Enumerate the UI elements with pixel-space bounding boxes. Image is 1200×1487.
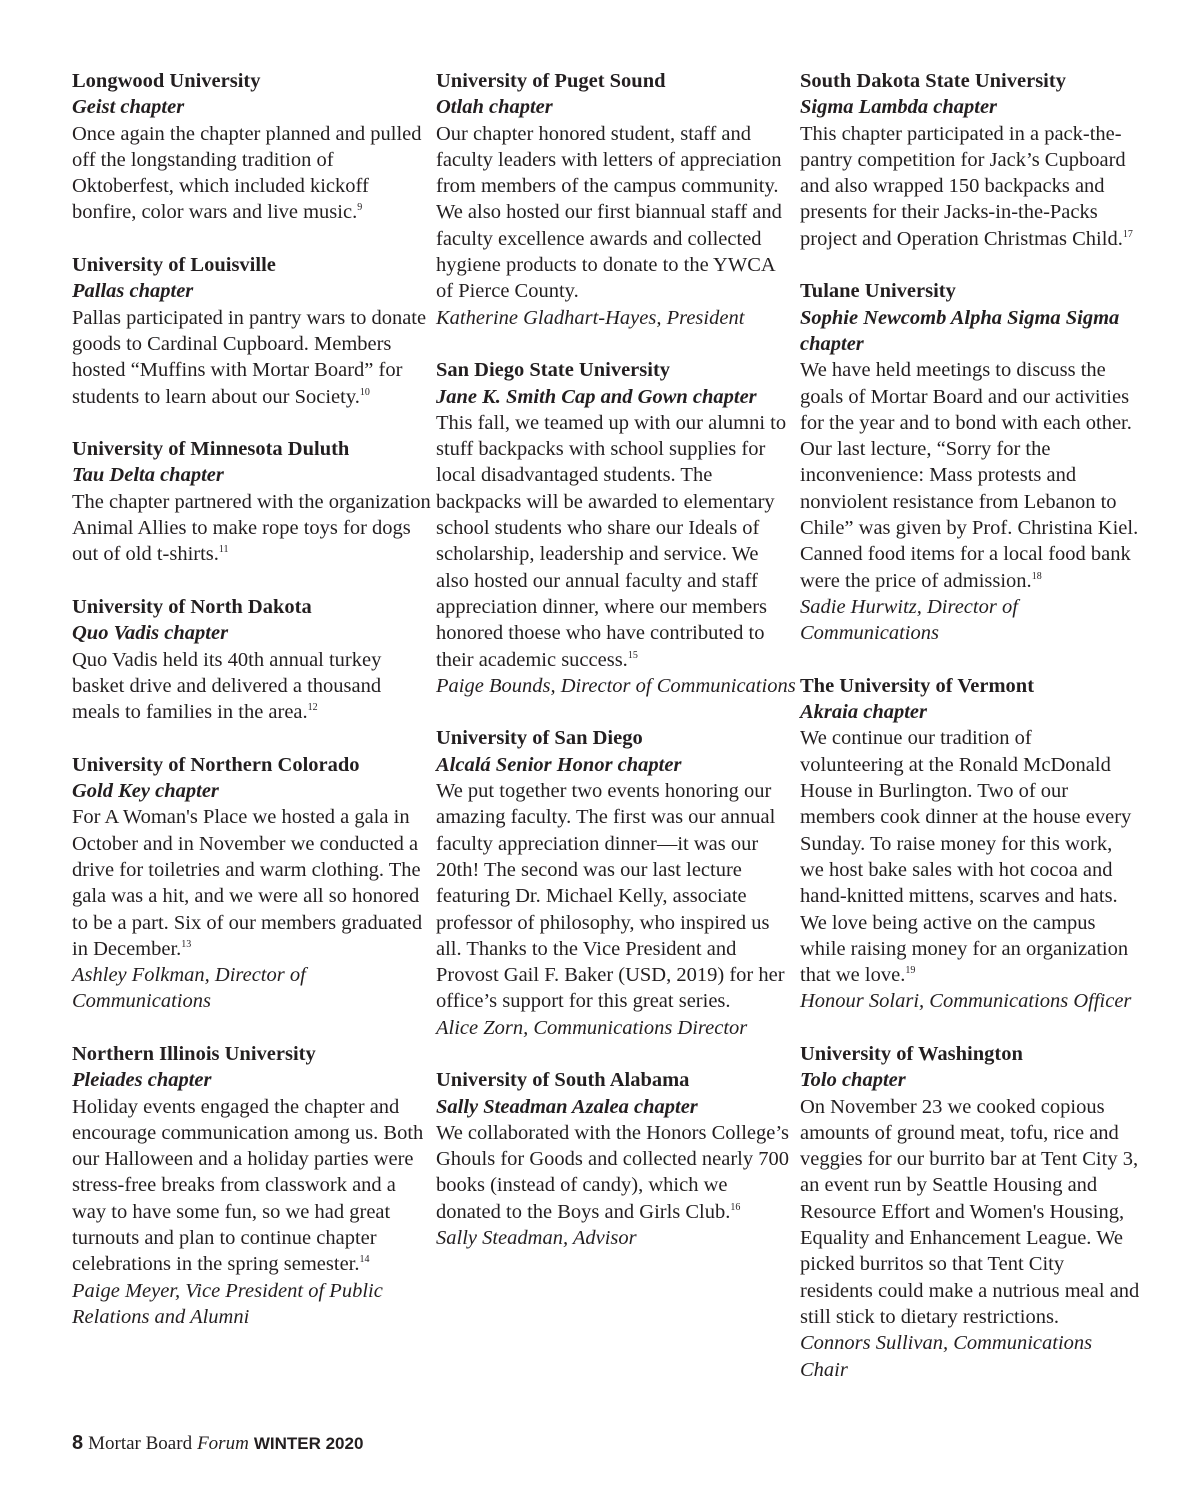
column-2 [436, 68, 796, 1278]
report-body [72, 489, 432, 568]
report-text: Once again the chapter planned and pulled off the longstanding tradition of Oktoberfest, which included kickoff bonfire, color wars and live music. [72, 122, 422, 224]
report-text: The chapter partnered with the organization Animal Allies to make rope toys for dogs out of old t-shirts. [72, 490, 431, 566]
footnote-marker: 18 [1031, 570, 1042, 582]
chapter-report [800, 1041, 1140, 1383]
chapter-report [72, 752, 432, 1015]
footnote-marker: 15 [627, 649, 638, 661]
university-name: University of Puget Sound [436, 70, 666, 92]
chapter-report [800, 673, 1140, 1015]
chapter-name: Sally Steadman Azalea chapter [436, 1095, 698, 1118]
footnote-marker: 9 [357, 202, 363, 214]
footnote-marker: 14 [359, 1254, 370, 1266]
issue-label: WINTER 2020 [253, 1434, 364, 1453]
report-text: We continue our tradition of volunteering at the Ronald McDonald House in Burlington. Two of our members cook dinner at the house every Sunday. To raise money for this work, we host bake sales with hot cocoa and hand-knitted mittens, scarves and hats. We love being active on the campus while raising money for an organization that we love. [800, 727, 1132, 987]
report-signature: Sadie Hurwitz, Director of Communications [800, 595, 1018, 645]
report-text: We put together two events honoring our amazing faculty. The first was our annual faculty appreciation dinner—it was our 20th! The second was our last lecture featuring Dr. Michael Kelly, associate professor of philosophy, who inspired us all. Thanks to the Vice President and Provost Gail F. Baker (USD, 2019) for her office’s support for this great series. [436, 780, 785, 1013]
chapter-report [800, 68, 1140, 252]
chapter-name: Alcalá Senior Honor chapter [436, 753, 682, 776]
chapter-report [72, 1041, 432, 1330]
chapter-report [72, 252, 432, 410]
report-text: Holiday events engaged the chapter and encourage communication among us. Both our Halloween and a holiday parties were stress-free breaks from classwork and a way to have some fun, so we had great turnouts and plan to continue chapter celebrations in the spring semester. [72, 1095, 424, 1276]
footnote-marker: 12 [307, 702, 318, 714]
magazine-name-italic: Forum [197, 1433, 249, 1454]
university-name: Longwood University [72, 70, 261, 92]
footnote-marker: 19 [905, 965, 916, 977]
report-body [800, 357, 1140, 594]
report-body [800, 121, 1140, 252]
chapter-name: Sigma Lambda chapter [800, 96, 998, 119]
footnote-marker: 10 [359, 386, 370, 398]
report-text: This chapter participated in a pack-the-pantry competition for Jack’s Cupboard and also wrapped 150 backpacks and presents for their Jacks-in-the-Packs project and Operation Christmas Child. [800, 122, 1126, 250]
chapter-name: Akraia chapter [800, 701, 927, 724]
chapter-report [436, 68, 796, 331]
chapter-name: Quo Vadis chapter [72, 622, 229, 645]
page-footer [72, 1430, 363, 1457]
chapter-report [72, 436, 432, 567]
university-name: University of Northern Colorado [72, 753, 360, 776]
report-text: Pallas participated in pantry wars to donate goods to Cardinal Cupboard. Members hosted “Muffins with Mortar Board” for students to learn about our Society. [72, 306, 427, 408]
university-name: Tulane University [800, 280, 956, 303]
report-body [72, 305, 432, 410]
report-text: Quo Vadis held its 40th annual turkey basket drive and delivered a thousand meals to families in the area. [72, 648, 382, 724]
report-body [436, 121, 796, 305]
report-text: We collaborated with the Honors College’s Ghouls for Goods and collected nearly 700 books (instead of candy), which we donated to the Boys and Girls Club. [436, 1121, 790, 1223]
university-name: University of Minnesota Duluth [72, 438, 350, 461]
footnote-marker: 16 [730, 1201, 741, 1213]
report-signature: Paige Bounds, Director of Communications [436, 674, 796, 697]
report-body [72, 647, 432, 726]
report-signature: Sally Steadman, Advisor [436, 1227, 637, 1250]
university-name: San Diego State University [436, 359, 671, 382]
university-name: The University of Vermont [800, 674, 1035, 697]
report-text: We have held meetings to discuss the goals of Mortar Board and our activities for the year and to bond with each other. Our last lecture, “Sorry for the inconvenience: Mass protests and nonviolent resistance from Lebanon to Chile” was given by Prof. Christina Kiel. Canned food items for a local food bank were the price of admission. [800, 359, 1139, 592]
chapter-report [436, 357, 796, 699]
report-signature: Katherine Gladhart-Hayes, President [436, 306, 745, 329]
magazine-name: Mortar Board [88, 1433, 193, 1454]
report-signature: Connors Sullivan, Communications Chair [800, 1332, 1093, 1381]
chapter-name: Sophie Newcomb Alpha Sigma Sigma chapter [800, 306, 1120, 355]
university-name: South Dakota State University [800, 70, 1066, 92]
report-text: For A Woman's Place we hosted a gala in October and in November we conducted a drive for toiletries and warm clothing. The gala was a hit, and we were all so honored to be a part. Six of our members graduated in December. [72, 806, 423, 960]
report-body [436, 778, 796, 1015]
report-signature: Paige Meyer, Vice President of Public Relations and Alumni [72, 1279, 383, 1328]
university-name: University of North Dakota [72, 595, 312, 618]
chapter-report [800, 278, 1140, 646]
chapter-name: Tolo chapter [800, 1069, 906, 1092]
report-body [436, 410, 796, 673]
report-body [72, 1094, 432, 1278]
report-signature: Alice Zorn, Communications Director [436, 1016, 748, 1039]
report-body [72, 121, 432, 226]
report-body [72, 804, 432, 962]
university-name: University of South Alabama [436, 1069, 690, 1092]
chapter-report [72, 594, 432, 725]
chapter-report [72, 68, 432, 226]
page-number: 8 [72, 1432, 84, 1454]
chapter-name: Pleiades chapter [72, 1069, 212, 1092]
column-1 [72, 68, 432, 1357]
report-body [436, 1120, 796, 1225]
footnote-marker: 13 [181, 938, 192, 950]
report-text: This fall, we teamed up with our alumni to stuff backpacks with school supplies for local disadvantaged students. The backpacks will be awarded to elementary school students who share our Ideals of scholarship, leadership and service. We also hosted our annual faculty and staff appreciation dinner, where our members honored thoese who have contributed to their academic success. [436, 411, 787, 671]
chapter-report [436, 725, 796, 1041]
footnote-marker: 11 [218, 544, 229, 556]
report-signature: Ashley Folkman, Director of Communications [72, 964, 306, 1013]
report-body [800, 1094, 1140, 1331]
report-body [800, 725, 1140, 988]
university-name: Northern Illinois University [72, 1042, 316, 1065]
report-signature: Honour Solari, Communications Officer [800, 990, 1132, 1013]
report-text: Our chapter honored student, staff and faculty leaders with letters of appreciation from members of the campus community. We also hosted our first biannual staff and faculty excellence awards and collected hygiene products to donate to the YWCA of Pierce County. [436, 122, 782, 303]
footnote-marker: 17 [1122, 228, 1133, 240]
university-name: University of San Diego [436, 727, 643, 750]
university-name: University of Louisville [72, 254, 276, 277]
chapter-name: Jane K. Smith Cap and Gown chapter [436, 385, 757, 408]
chapter-name: Pallas chapter [72, 280, 194, 303]
chapter-name: Gold Key chapter [72, 780, 219, 803]
chapter-report [436, 1067, 796, 1251]
chapter-name: Otlah chapter [436, 96, 553, 119]
column-3 [800, 68, 1140, 1409]
chapter-name: Tau Delta chapter [72, 464, 224, 487]
report-text: On November 23 we cooked copious amounts of ground meat, tofu, rice and veggies for our burrito bar at Tent City 3, an event run by Seattle Housing and Resource Effort and Women's Housing, Equality and Enhancement League. We picked burritos so that Tent City residents could make a nutrious meal and still stick to dietary restrictions. [800, 1095, 1140, 1328]
chapter-name: Geist chapter [72, 96, 185, 119]
university-name: University of Washington [800, 1042, 1023, 1065]
